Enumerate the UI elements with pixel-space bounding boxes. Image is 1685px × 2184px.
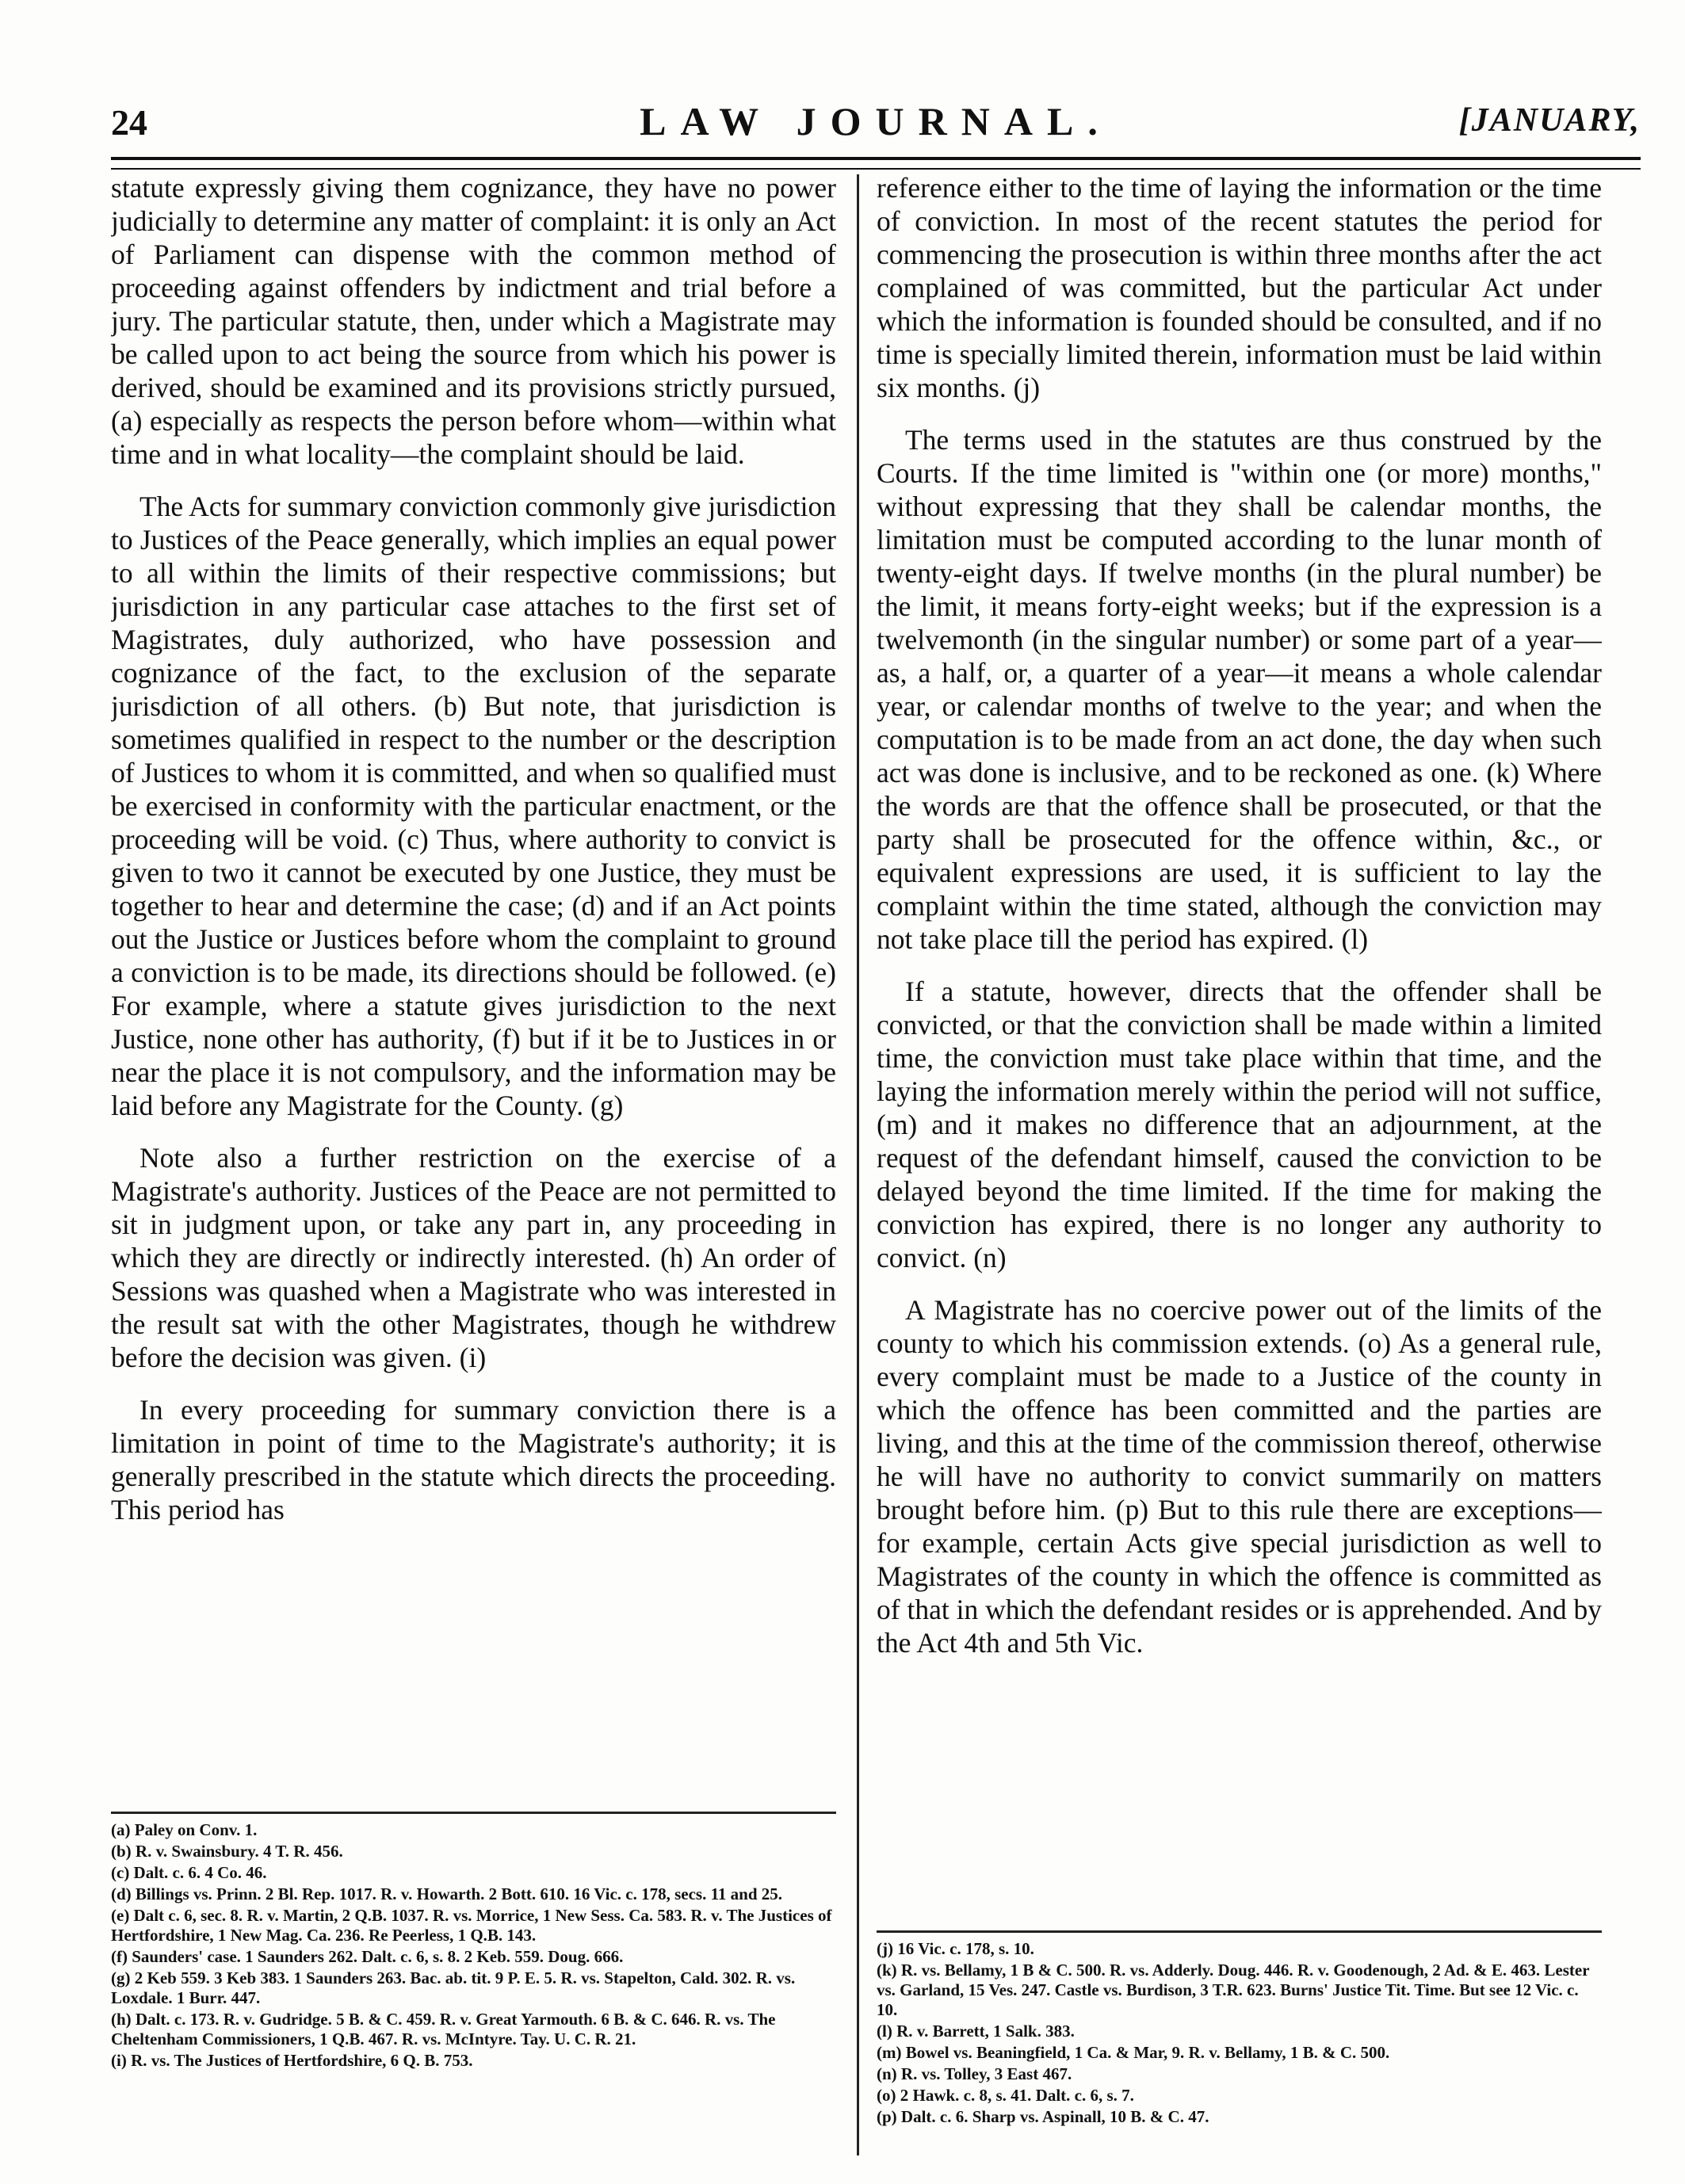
left-footnotes xyxy=(111,1820,836,2071)
header-month: [JANUARY, xyxy=(1458,102,1641,139)
left-column xyxy=(111,171,836,2072)
journal-page xyxy=(111,95,1641,2155)
footnote: (h) Dalt. c. 173. R. v. Gudridge. 5 B. & C. 459. R. v. Great Yarmouth. 6 B. & C. 646. R. vs. The Cheltenham Commissioners, 1 Q.B. 467. R. vs. McIntyre. Tay. U. C. R. 21. xyxy=(111,2010,776,2048)
footnote-rule xyxy=(877,1930,1602,1933)
footnote: (g) 2 Keb 559. 3 Keb 383. 1 Saunders 263. Bac. ab. tit. 9 P. E. 5. R. vs. Stapelton, Cald. 302. R. vs. Loxdale. 1 Burr. 447. xyxy=(111,1968,796,2007)
paragraph: The Acts for summary conviction commonly give jurisdiction to Justices of the Peace generally, which implies an equal power to all within the limits of their respective commissions; but jurisdiction in any particular case attaches to the first set of Magistrates, duly authorized, who have possession and cognizance of the fact, to the exclusion of the separate jurisdiction of all others. (b) But note, that jurisdiction is sometimes qualified in respect to the number or the description of Justices to whom it is committed, and when so qualified must be exercised in conformity with the particular enactment, or the proceeding will be void. (c) Thus, where authority to convict is given to two it cannot be executed by one Justice, they must be together to hear and determine the case; (d) and if an Act points out the Justice or Justices before whom the complaint to ground a conviction is to be made, its directions should be followed. (e) For example, where a statute gives jurisdiction to the next Justice, none other has authority, (f) but if it be to Justices in or near the place it is not compulsory, and the information may be laid before any Magistrate for the County. (g) xyxy=(111,491,836,1121)
paragraph: reference either to the time of laying the information or the time of conviction. In most of the recent statutes the period for commencing the prosecution is within three months after the act complained of was committed, but the particular Act under which the information is founded should be consulted, and if no time is specially limited therein, information must be laid within six months. (j) xyxy=(877,172,1602,403)
footnote: (l) R. v. Barrett, 1 Salk. 383. xyxy=(877,2022,1075,2041)
page-header xyxy=(111,95,1641,151)
footnote: (f) Saunders' case. 1 Saunders 262. Dalt. c. 6, s. 8. 2 Keb. 559. Doug. 666. xyxy=(111,1947,624,1966)
footnote: (n) R. vs. Tolley, 3 East 467. xyxy=(877,2064,1072,2083)
footnote: (o) 2 Hawk. c. 8, s. 41. Dalt. c. 6, s. 7. xyxy=(877,2086,1134,2105)
paragraph: If a statute, however, directs that the offender shall be convicted, or that the conviction shall be made within a limited time, the conviction must take place within that time, and the laying the information merely within the period will not suffice, (m) and it makes no difference that an adjournment, at the request of the defendant himself, caused the conviction to be delayed beyond the time limited. If the time for making the conviction has expired, there is no longer any authority to convict. (n) xyxy=(877,976,1602,1273)
right-footnotes xyxy=(877,1939,1602,2127)
paragraph: The terms used in the statutes are thus construed by the Courts. If the time limited is "within one (or more) months," without expressing that they shall be calendar months, the limitation must be computed according to the lunar month of twenty-eight days. If twelve months (in the plural number) be the limit, it means forty-eight weeks; but if the expression is a twelvemonth (in the singular number) or some part of a year—as, a half, or, a quarter of a year—it means a whole calendar year, or calendar months of twelve to the year; and when the computation is to be made from an act done, the day when such act was done is inclusive, and to be reckoned as one. (k) Where the words are that the offence shall be prosecuted, or that the party shall be prosecuted for the offence within, &c., or equivalent expressions are used, it is sufficient to lay the complaint within the time stated, although the conviction may not take place till the period has expired. (l) xyxy=(877,424,1602,955)
footnote: (d) Billings vs. Prinn. 2 Bl. Rep. 1017. R. v. Howarth. 2 Bott. 610. 16 Vic. c. 178, secs. 11 and 25. xyxy=(111,1884,783,1903)
paragraph: A Magistrate has no coercive power out of the limits of the county to which his commission extends. (o) As a general rule, every complaint must be made to a Justice of the county in which the offence has been committed and the parties are living, and this at the time of the commission thereof, otherwise he will have no authority to convict summarily on matters brought before him. (p) But to this rule there are exceptions—for example, certain Acts give special jurisdiction as well to Magistrates of the county in which the offence is committed as of that in which the defendant resides or is apprehended. And by the Act 4th and 5th Vic. xyxy=(877,1294,1602,1659)
paragraph: Note also a further restriction on the exercise of a Magistrate's authority. Justices of the Peace are not permitted to sit in judgment upon, or take any part in, any proceeding in which they are directly or indirectly interested. (h) An order of Sessions was quashed when a Magistrate who was interested in the result sat with the other Magistrates, though he withdrew before the decision was given. (i) xyxy=(111,1142,836,1373)
header-double-rule xyxy=(111,157,1641,170)
footnote: (j) 16 Vic. c. 178, s. 10. xyxy=(877,1939,1034,1958)
footnote: (k) R. vs. Bellamy, 1 B & C. 500. R. vs. Adderly. Doug. 446. R. v. Goodenough, 2 Ad. & E. 463. Lester vs. Garland, 15 Ves. 247. Castle vs. Burdison, 3 T.R. 623. Burns' Justice Tit. Time. But see 12 Vic. c. 10. xyxy=(877,1961,1590,2019)
page-number: 24 xyxy=(111,102,147,143)
column-divider xyxy=(857,174,859,2155)
paragraph: In every proceeding for summary conviction there is a limitation in point of time to the Magistrate's authority; it is generally prescribed in the statute which directs the proceeding. This period has xyxy=(111,1394,836,1525)
right-column xyxy=(877,171,1602,2129)
footnote: (e) Dalt c. 6, sec. 8. R. v. Martin, 2 Q.B. 1037. R. vs. Morrice, 1 New Sess. Ca. 583. R. v. The Justices of Hertfordshire, 1 New Mag. Ca. 236. Re Peerless, 1 Q.B. 143. xyxy=(111,1906,832,1945)
footnote: (i) R. vs. The Justices of Hertfordshire, 6 Q. B. 753. xyxy=(111,2051,473,2070)
running-title: LAW JOURNAL. xyxy=(640,99,1112,143)
paragraph: statute expressly giving them cognizance, they have no power judicially to determine any matter of complaint: it is only an Act of Parliament can dispense with the common method of proceeding against offenders by indictment and trial before a jury. The particular statute, then, under which a Magistrate may be called upon to act being the source from which his power is derived, should be examined and its provisions strictly pursued, (a) especially as respects the person before whom—within what time and in what locality—the complaint should be laid. xyxy=(111,172,836,470)
right-column-text xyxy=(877,171,1602,1922)
footnote: (a) Paley on Conv. 1. xyxy=(111,1820,258,1839)
footnote: (c) Dalt. c. 6. 4 Co. 46. xyxy=(111,1863,267,1882)
footnote-rule xyxy=(111,1812,836,1814)
footnote: (b) R. v. Swainsbury. 4 T. R. 456. xyxy=(111,1842,343,1861)
left-column-text xyxy=(111,171,836,1804)
footnote: (p) Dalt. c. 6. Sharp vs. Aspinall, 10 B. & C. 47. xyxy=(877,2107,1209,2126)
footnote: (m) Bowel vs. Beaningfield, 1 Ca. & Mar, 9. R. v. Bellamy, 1 B. & C. 500. xyxy=(877,2043,1390,2062)
